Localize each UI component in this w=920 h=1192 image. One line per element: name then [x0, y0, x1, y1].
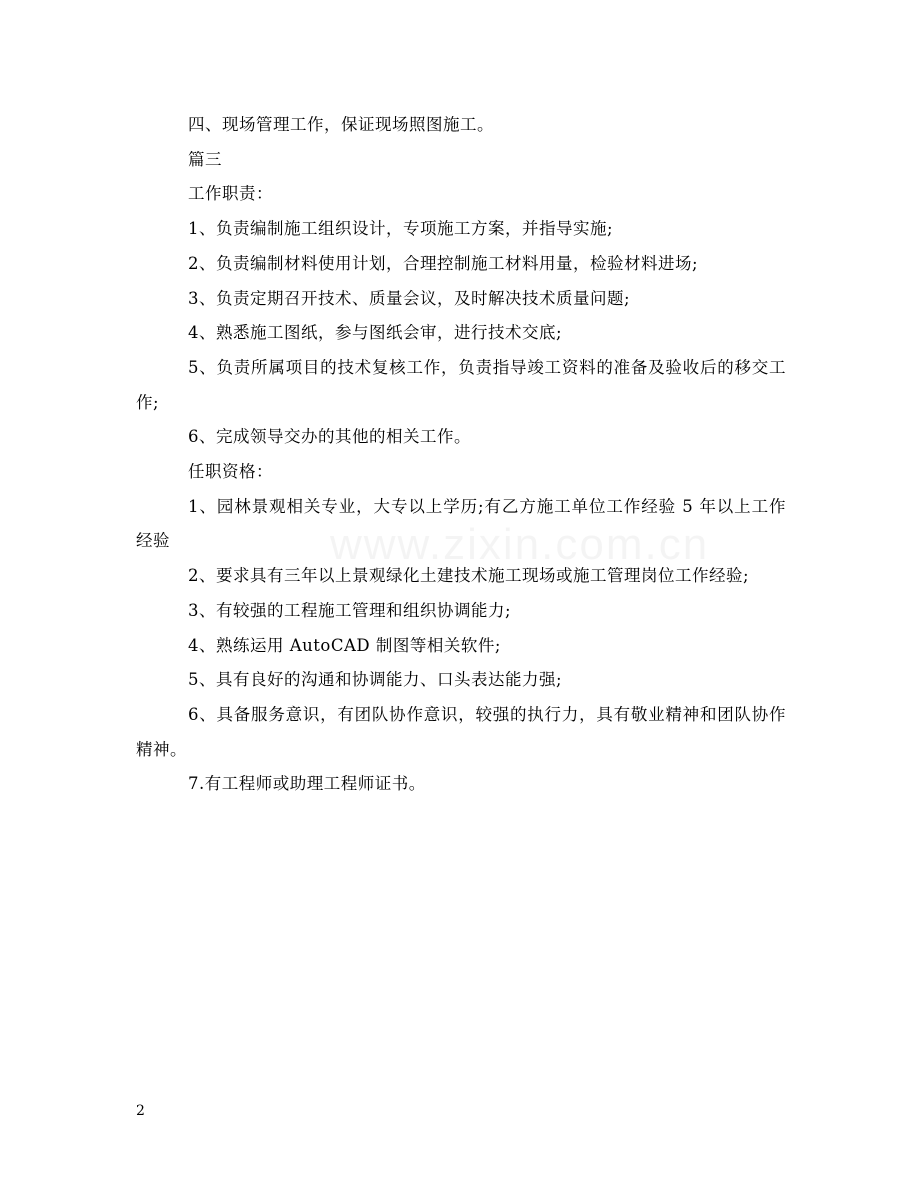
paragraph-site-management: 四、现场管理工作，保证现场照图施工。: [188, 115, 494, 134]
qualification-item-3: 3、有较强的工程施工管理和组织协调能力;: [188, 600, 512, 620]
duty-item-6: 6、完成领导交办的其他的相关工作。: [188, 427, 471, 447]
qualification-item-7: 7.有工程师或助理工程师证书。: [188, 774, 426, 794]
heading-job-duties: 工作职责：: [188, 184, 273, 204]
duty-item-3: 3、负责定期召开技术、质量会议，及时解决技术质量问题;: [188, 288, 631, 308]
qualification-item-2: 2、要求具有三年以上景观绿化土建技术施工现场或施工管理岗位工作经验;: [188, 566, 750, 586]
duty-item-4: 4、熟悉施工图纸，参与图纸会审，进行技术交底;: [188, 323, 563, 343]
qualification-item-5: 5、具有良好的沟通和协调能力、口头表达能力强;: [188, 670, 563, 690]
duty-item-1: 1、负责编制施工组织设计，专项施工方案，并指导实施;: [188, 219, 614, 239]
page-number: 2: [136, 1103, 145, 1119]
document-body: [136, 108, 786, 802]
heading-qualifications: 任职资格：: [188, 462, 273, 482]
duty-item-2: 2、负责编制材料使用计划，合理控制施工材料用量，检验材料进场;: [188, 253, 699, 273]
qualification-item-6: 6、具备服务意识，有团队协作意识，较强的执行力，具有敬业精神和团队协作精神。: [136, 704, 786, 759]
duty-item-5: 5、负责所属项目的技术复核工作，负责指导竣工资料的准备及验收后的移交工作;: [136, 357, 786, 412]
qualification-item-1: 1、园林景观相关专业，大专以上学历;有乙方施工单位工作经验 5 年以上工作经验: [136, 496, 786, 551]
qualification-item-4: 4、熟练运用 AutoCAD 制图等相关软件;: [188, 635, 501, 655]
section-heading-part-three: 篇三: [188, 149, 222, 169]
